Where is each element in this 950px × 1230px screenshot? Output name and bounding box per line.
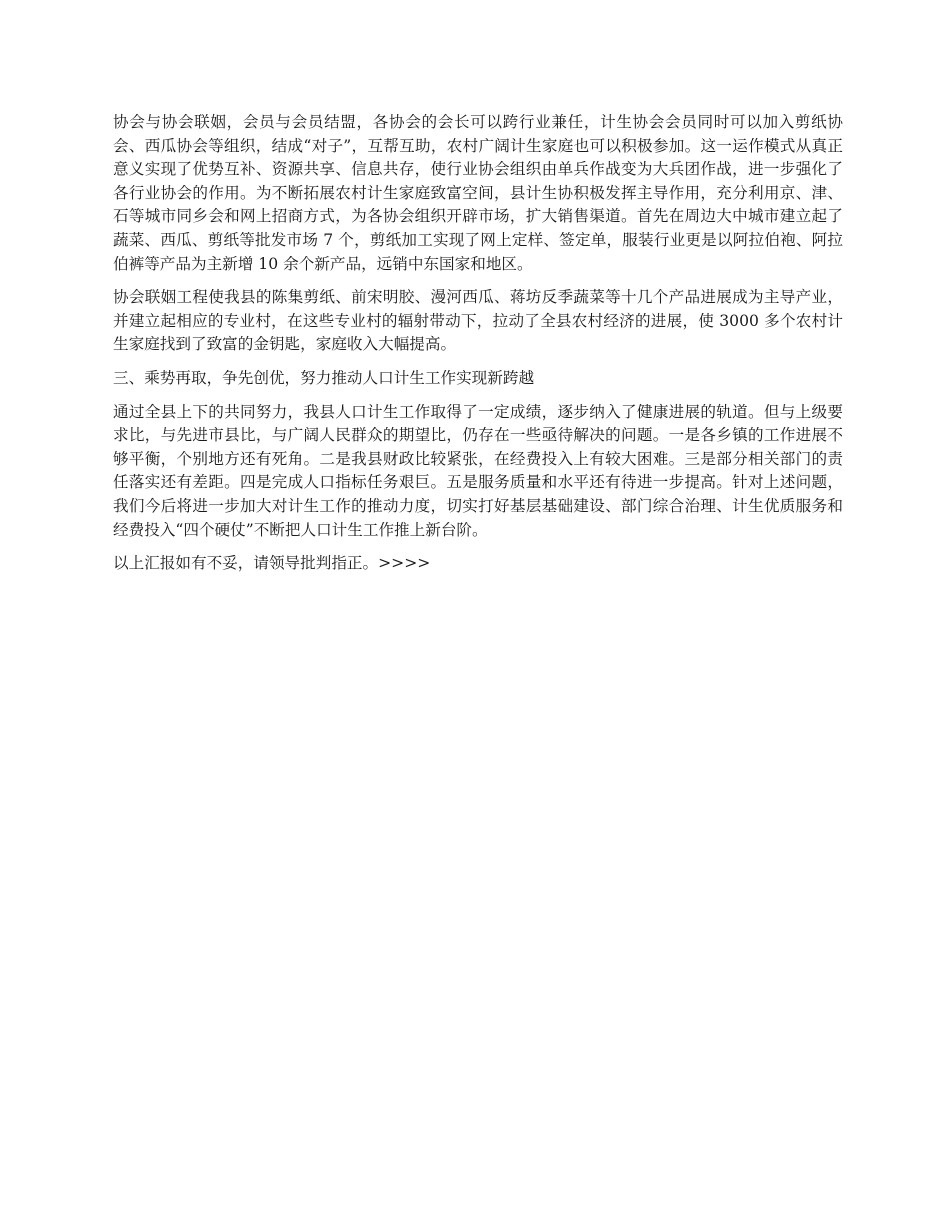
document-body — [113, 111, 843, 586]
paragraph-problems-and-plans: 通过全县上下的共同努力，我县人口计生工作取得了一定成绩，逐步纳入了健康进展的轨道。但与上级要求比，与先进市县比，与广阔人民群众的期望比，仍存在一些亟待解决的问题。一是各乡镇的工作进展不够平衡，个别地方还有死角。二是我县财政比较紧张，在经费投入上有较大困难。三是部分相关部门的责任落实还有差距。四是完成人口指标任务艰巨。五是服务质量和水平还有待进一步提高。针对上述问题，我们今后将进一步加大对计生工作的推动力度，切实打好基层基础建设、部门综合治理、计生优质服务和经费投入“四个硬仗”不断把人口计生工作推上新台阶。 — [113, 402, 843, 539]
paragraph-association-alliance: 协会与协会联姻，会员与会员结盟，各协会的会长可以跨行业兼任，计生协会会员同时可以加入剪纸协会、西瓜协会等组织，结成“对子”，互帮互助，农村广阔计生家庭也可以积极参加。这一运作模式从真正意义实现了优势互补、资源共享、信息共存，使行业协会组织由单兵作战变为大兵团作战，进一步强化了各行业协会的作用。为不断拓展农村计生家庭致富空间，县计生协积极发挥主导作用，充分利用京、津、石等城市同乡会和网上招商方式，为各协会组织开辟市场，扩大销售渠道。首先在周边大中城市建立起了蔬菜、西瓜、剪纸等批发市场 7 个，剪纸加工实现了网上定样、签定单，服装行业更是以阿拉伯袍、阿拉伯裤等产品为主新增 10 余个新产品，远销中东国家和地区。 — [113, 113, 843, 273]
paragraph-closing: 以上汇报如有不妥，请领导批判指正。>>>> — [113, 554, 431, 573]
paragraph-industry-development: 协会联姻工程使我县的陈集剪纸、前宋明胶、漫河西瓜、蒋坊反季蔬菜等十几个产品进展成为主导产业，并建立起相应的专业村，在这些专业村的辐射带动下，拉动了全县农村经济的进展，使 3000 多个农村计生家庭找到了致富的金钥匙，家庭收入大幅提高。 — [113, 288, 843, 354]
section-heading-three: 三、乘势再取，争先创优，努力推动人口计生工作实现新跨越 — [113, 368, 535, 387]
